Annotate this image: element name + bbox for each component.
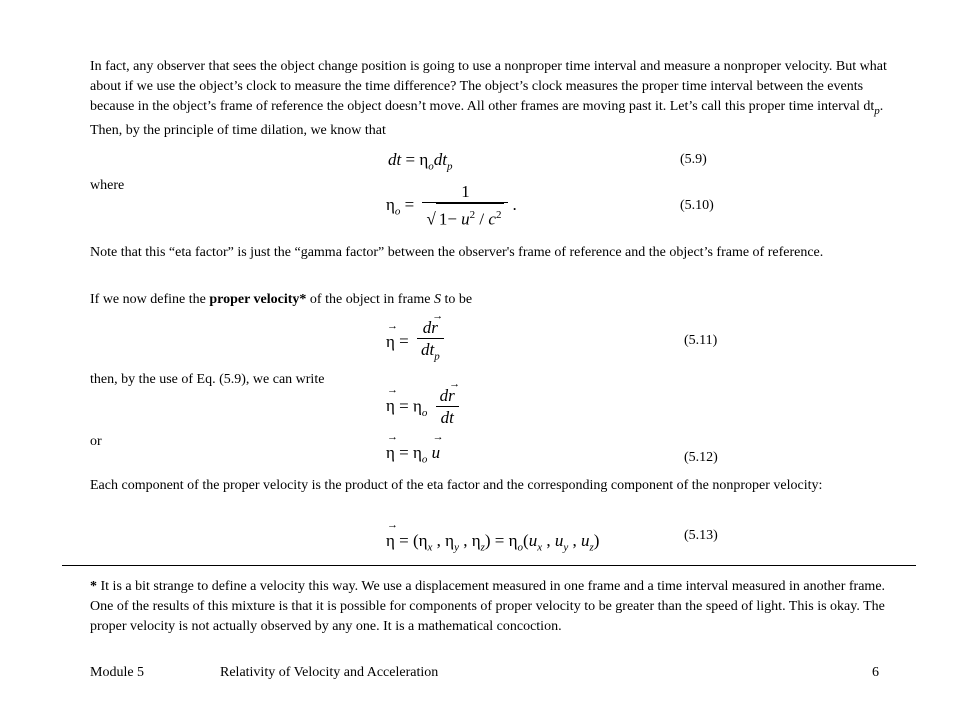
equation-number-5-11: (5.11) bbox=[684, 333, 718, 348]
paragraph-text: In fact, any observer that sees the object change position is going to use a nonproper time interval and measure a nonproper velocity. But what about if we use the object’s clock to measure the time difference? The object’s clock measures the proper time interval between the events because in the object’s frame of reference the object doesn’t move. All other frames are moving past it. Let’s call this proper time interval dt bbox=[90, 59, 887, 114]
footer-module: Module 5 bbox=[90, 665, 145, 680]
where-label: where bbox=[90, 178, 125, 193]
paragraph-proper-time bbox=[90, 57, 890, 141]
footnote bbox=[90, 577, 890, 637]
paragraph-text: If we now define the bbox=[90, 292, 210, 307]
paragraph-define-proper-velocity bbox=[90, 290, 890, 310]
footnote-mark: * bbox=[90, 579, 97, 594]
eta-fraction: $\frac{1}{√ 1- u^2 / c^2}$ bbox=[422, 182, 508, 231]
paragraph-text-end: . Then, by the principle of time dilation, we know that bbox=[90, 99, 884, 138]
paragraph-components: Each component of the proper velocity is the product of the eta factor and the corresponding component of the nonproper velocity: bbox=[90, 478, 823, 493]
equation-number-5-10: (5.10) bbox=[680, 198, 714, 213]
paragraph-eta-factor: Note that this “eta factor” is just the “gamma factor” between the observer's frame of reference and the object’s frame of reference. bbox=[90, 245, 824, 260]
or-label: or bbox=[90, 434, 102, 449]
equation-5-9: dt = $\eta_odt_p$ bbox=[388, 150, 453, 173]
equation-5-13: → $\eta = (\eta_x$ , $\eta_y$ , $\eta_z) = \eta_o(u_x$ , $u_y$ , $u_z$) bbox=[386, 531, 599, 553]
footnote-divider bbox=[62, 565, 916, 566]
equation-number-5-13: (5.13) bbox=[684, 528, 718, 543]
proper-velocity-term: proper velocity* bbox=[209, 292, 307, 307]
paragraph-use-eq: then, by the use of Eq. (5.9), we can write bbox=[90, 372, 325, 387]
equation-5-12: → $\eta = \eta_o \to u$ bbox=[386, 443, 440, 465]
subscript-p: p bbox=[874, 104, 880, 117]
frame-label: S bbox=[433, 292, 441, 307]
proper-velocity-fraction: $\frac{d\to r}{dt_p}$ bbox=[417, 318, 444, 367]
footnote-text: It is a bit strange to define a velocity this way. We use a displacement measured in one frame and a time interval measured in another frame. One of the results of this mixture is that it is possible for components of proper velocity to be greater than the speed of light. This is okay. The proper velocity is not actually observed by any one. It is a mathematical concoction. bbox=[90, 579, 886, 634]
equation-number-5-9: (5.9) bbox=[680, 152, 707, 167]
paragraph-text-end: to be bbox=[440, 292, 473, 307]
dr-dt-fraction: $\frac{d\to r}{dt}$ bbox=[436, 386, 459, 429]
equation-number-5-12: (5.12) bbox=[684, 450, 718, 465]
footer-title: Relativity of Velocity and Acceleration bbox=[220, 665, 439, 680]
footer-page-number: 6 bbox=[872, 665, 879, 680]
equation-eta-dr-dt: → $\eta = \eta_o$ $\frac{d\to r}{dt}$ bbox=[386, 386, 463, 429]
equation-5-11: → η = $\frac{d\to r}{dt_p}$ bbox=[386, 318, 448, 367]
equation-5-10: $\eta_o$ = $\frac{1}{√ 1- u^2 / c^2}$ . bbox=[386, 182, 517, 229]
paragraph-text-mid: of the object in frame bbox=[306, 292, 434, 307]
